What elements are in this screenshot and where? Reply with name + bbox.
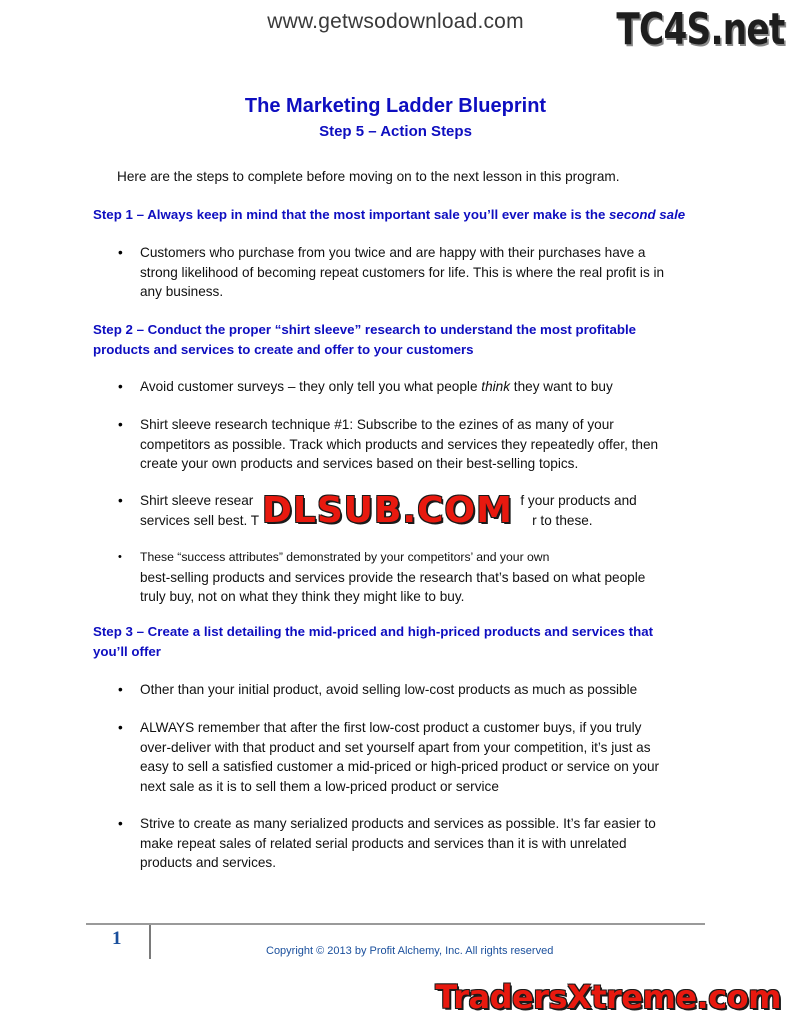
bullet-text: Shirt sleeve research technique #1: Subscribe to the ezines of as many of your competitors as possible. Track which products and services they repeatedly offer, then create your own products and services based on their best-selling topics. xyxy=(140,417,659,471)
footer-vertical-divider xyxy=(149,925,151,959)
copyright-notice: Copyright © 2013 by Profit Alchemy, Inc. All rights reserved xyxy=(266,945,554,957)
bullet-icon: • xyxy=(118,493,123,508)
watermark-dlsub-logo: DLSUB.COM xyxy=(262,490,513,531)
bullet-text: Avoid customer surveys – they only tell you what people think they want to buy xyxy=(140,379,613,394)
footer-divider xyxy=(86,923,705,925)
document-subtitle: Step 5 – Action Steps xyxy=(319,123,472,140)
bullet-text: Other than your initial product, avoid selling low-cost products as much as possible xyxy=(140,682,638,697)
step-3-heading: Step 3 – Create a list detailing the mid-priced and high-priced products and services that you’ll offer xyxy=(93,624,654,659)
step-1-heading: Step 1 – Always keep in mind that the most important sale you’ll ever make is the second sale xyxy=(93,207,686,222)
bullet-icon: • xyxy=(118,245,123,260)
bullet-text: Shirt sleeve resear f your products and services sell best. T r to these. xyxy=(140,493,637,528)
document-title: The Marketing Ladder Blueprint xyxy=(244,95,547,117)
bullet-text: Customers who purchase from you twice and are happy with their purchases have a strong likelihood of becoming repeat customers for life. This is where the real profit is in any business. xyxy=(140,245,665,299)
intro-paragraph: Here are the steps to complete before moving on to the next lesson in this program. xyxy=(117,169,620,184)
bullet-icon: • xyxy=(118,816,123,831)
page-number: 1 xyxy=(112,928,122,949)
bullet-icon: • xyxy=(118,551,122,563)
bullet-icon: • xyxy=(118,720,123,735)
watermark-tc4s-logo: TC4S.net xyxy=(616,4,785,55)
bullet-icon: • xyxy=(118,417,123,432)
bullet-icon: • xyxy=(118,379,123,394)
bullet-text: Strive to create as many serialized products and services as possible. It’s far easier to make repeat sales of related serial products and services than it is with unrelated products and services. xyxy=(140,816,656,870)
bullet-text: These “success attributes” demonstrated by your competitors’ and your own best-selling products and services provide the research that’s based on what people truly buy, not on what they think they might like to buy. xyxy=(140,550,646,604)
watermark-tradersxtreme-logo: TradersXtreme.com xyxy=(435,978,781,1016)
watermark-site-url: www.getwsodownload.com xyxy=(267,10,524,33)
bullet-text: ALWAYS remember that after the first low-cost product a customer buys, if you truly over-deliver with that product and set yourself apart from your competition, it’s just as easy to sell a satisfied customer a mid-priced or high-priced product or service on your next sale as it is to sell them a low-priced product or service xyxy=(140,720,660,794)
step-2-heading: Step 2 – Conduct the proper “shirt sleeve” research to understand the most profitable products and services to create and offer to your customers xyxy=(93,322,637,357)
bullet-icon: • xyxy=(118,682,123,697)
